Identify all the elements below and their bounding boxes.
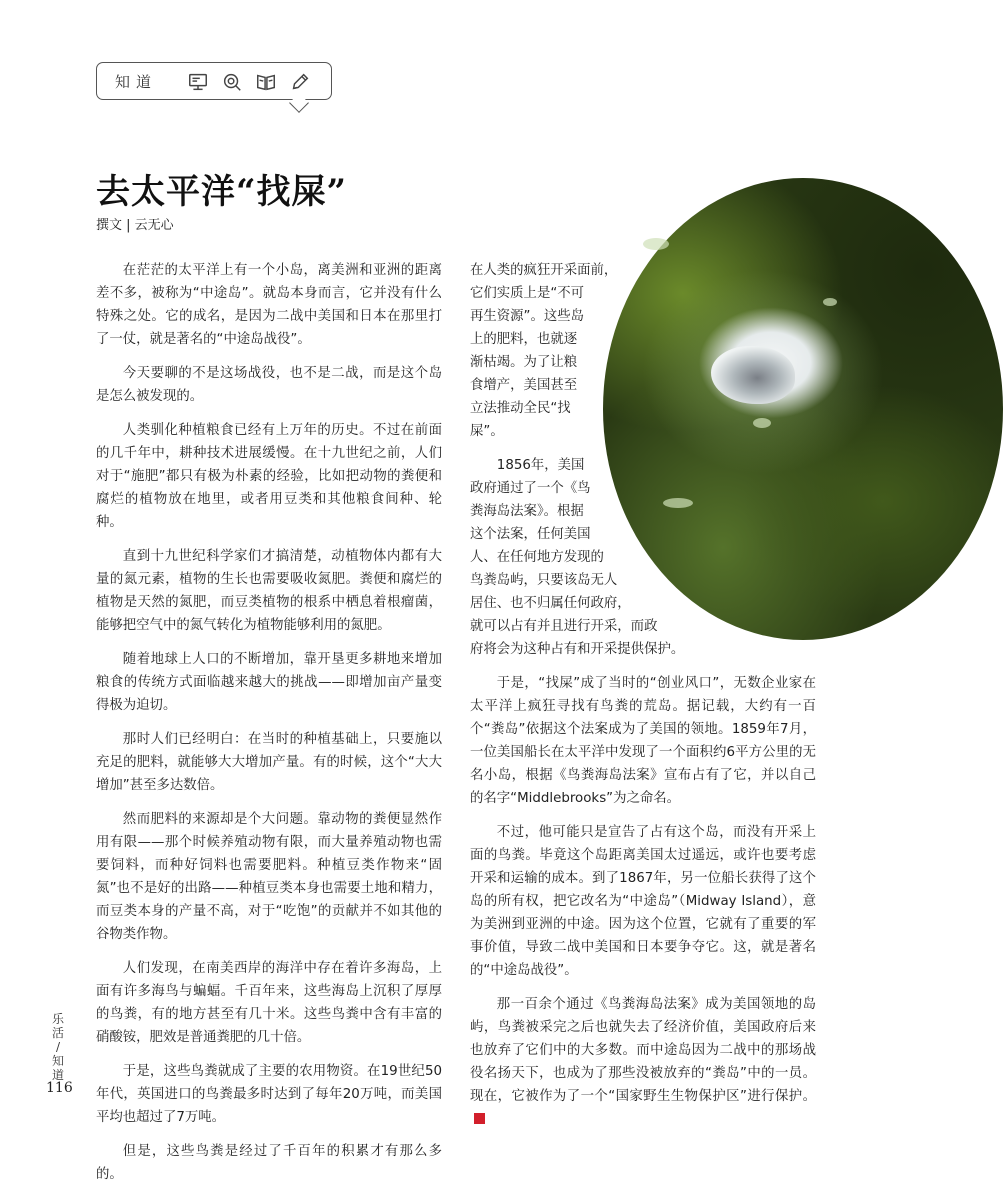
paragraph: 今天要聊的不是这场战役，也不是二战，而是这个岛是怎么被发现的。	[96, 366, 442, 404]
paragraph: 人们发现，在南美西岸的海洋中存在着许多海岛，上面有许多海鸟与蝙蝠。千百年来，这些海岛上沉积了厚厚的鸟粪，有的地方甚至有几十米。这些鸟粪中含有丰富的硝酸铵，肥效是普通粪肥的几十倍。	[96, 961, 442, 1045]
text-line: 在人类的疯狂开采面前，	[470, 263, 618, 278]
text-line: 屎”。	[470, 424, 504, 439]
page-number: 116	[46, 1080, 73, 1096]
paragraph: 直到十九世纪科学家们才搞清楚，动植物体内都有大量的氮元素，植物的生长也需要吸收氮肥。粪便和腐烂的植物是天然的氮肥，而豆类植物的根系中栖息着根瘤菌，能够把空气中的氮气转化为植物能够利用的氮肥。	[96, 549, 442, 633]
text-line: 粪海岛法案》。根据	[470, 504, 584, 519]
paragraph-text: 那一百余个通过《鸟粪海岛法案》成为美国领地的岛屿，鸟粪被采完之后也就失去了经济价值，美国政府后来也放弃了它们中的大多数。而中途岛因为二战中的那场战役名扬天下，也成为了那些没被放弃的“粪岛”中的一员。现在，它被作为了一个“国家野生生物保护区”进行保护。	[470, 997, 816, 1104]
running-head-char: 道	[51, 1068, 64, 1082]
text-line: 1856年，美国	[496, 458, 585, 473]
text-line: 就可以占有并且进行开采，而政	[470, 619, 658, 634]
paragraph: 于是，这些鸟粪就成了主要的农用物资。在19世纪50年代，英国进口的鸟粪最多时达到了每年20万吨，而美国平均也超过了7万吨。	[96, 1064, 442, 1125]
text-line: 这个法案，任何美国	[470, 527, 591, 542]
pencil-icon	[289, 71, 311, 93]
paragraph: 那时人们已经明白：在当时的种植基础上，只要施以充足的肥料，就能够大大增加产量。有的时候，这个“大大增加”甚至多达数倍。	[96, 732, 442, 793]
text-line: 政府通过了一个《鸟	[470, 481, 591, 496]
paragraph: 不过，他可能只是宣告了占有这个岛，而没有开采上面的鸟粪。毕竟这个岛距离美国太过遥远，或许也要考虑开采和运输的成本。到了1867年，另一位船长获得了这个岛的所有权，把它改名为“中途岛”（Midway Island），意为美洲到亚洲的中途。因为这个位置，它就有了重要的军事价值，导致二战中美国和日本要争夺它。这，就是著名的“中途岛战役”。	[470, 825, 816, 978]
section-icons	[187, 71, 311, 93]
text-line: 食增产，美国甚至	[470, 378, 578, 393]
right-column	[470, 259, 816, 1142]
paragraph: 人类驯化种植粮食已经有上万年的历史。不过在前面的几千年中，耕种技术进展缓慢。在十九世纪之前，人们对于“施肥”都只有极为朴素的经验，比如把动物的粪便和腐烂的植物放在地里，或者用豆类和其他粮食间种、轮种。	[96, 423, 442, 530]
running-head	[50, 1012, 66, 1082]
text-line: 人、在任何地方发现的	[470, 550, 604, 565]
running-head-char: /	[55, 1040, 61, 1054]
wrapped-paragraph	[470, 454, 816, 661]
paragraph: 然而肥料的来源却是个大问题。靠动物的粪便显然作用有限——那个时候养殖动物有限，而大量养殖动物也需要饲料，而种好饲料也需要肥料。种植豆类作物来“固氮”也不是好的出路——种植豆类本身也需要土地和精力，而豆类本身的产量不高，对于“吃饱”的贡献并不如其他的谷物类作物。	[96, 812, 442, 942]
monitor-icon	[187, 71, 209, 93]
moss-highlight	[823, 298, 837, 306]
paragraph: 于是，“找屎”成了当时的“创业风口”，无数企业家在太平洋上疯狂寻找有鸟粪的荒岛。据记载，大约有一百个“粪岛”依据这个法案成为了美国的领地。1859年7月，一位美国船长在太平洋中发现了一个面积约6平方公里的无名小岛，根据《鸟粪海岛法案》宣布占有了它，并以自己的名字“Middlebrooks”为之命名。	[470, 676, 816, 806]
running-head-char: 知	[51, 1054, 64, 1068]
article-title: 去太平洋“找屎”	[96, 172, 348, 212]
left-column	[96, 259, 442, 1197]
text-line: 鸟粪岛屿，只要该岛无人	[470, 573, 618, 588]
text-line: 居住、也不归属任何政府，	[470, 596, 631, 611]
wrapped-paragraph	[470, 259, 816, 443]
paragraph: 在茫茫的太平洋上有一个小岛，离美洲和亚洲的距离差不多，被称为“中途岛”。就岛本身而言，它并没有什么特殊之处。它的成名，是因为二战中美国和日本在那里打了一仗，就是著名的“中途岛战役”。	[96, 263, 442, 347]
running-head-char: 活	[51, 1026, 64, 1040]
text-line: 上的肥料，也就逐	[470, 332, 578, 347]
running-head-char: 乐	[51, 1012, 64, 1026]
paragraph: 但是，这些鸟粪是经过了千百年的积累才有那么多的。	[96, 1144, 442, 1182]
text-line: 立法推动全民“找	[470, 401, 571, 416]
moss-highlight	[643, 238, 669, 250]
text-line: 渐枯竭。为了让粮	[470, 355, 578, 370]
paragraph: 随着地球上人口的不断增加，靠开垦更多耕地来增加粮食的传统方式面临越来越大的挑战——即增加亩产量变得极为迫切。	[96, 652, 442, 713]
text-line: 它们实质上是“不可	[470, 286, 585, 301]
text-line: 再生资源”。这些岛	[470, 309, 585, 324]
byline: 撰文 | 云无心	[96, 218, 174, 233]
search-icon	[221, 71, 243, 93]
book-icon	[255, 71, 277, 93]
end-mark	[474, 1113, 485, 1124]
text-line: 府将会为这种占有和开采提供保护。	[470, 642, 685, 657]
section-title: 知道	[115, 73, 158, 91]
paragraph	[470, 993, 816, 1131]
